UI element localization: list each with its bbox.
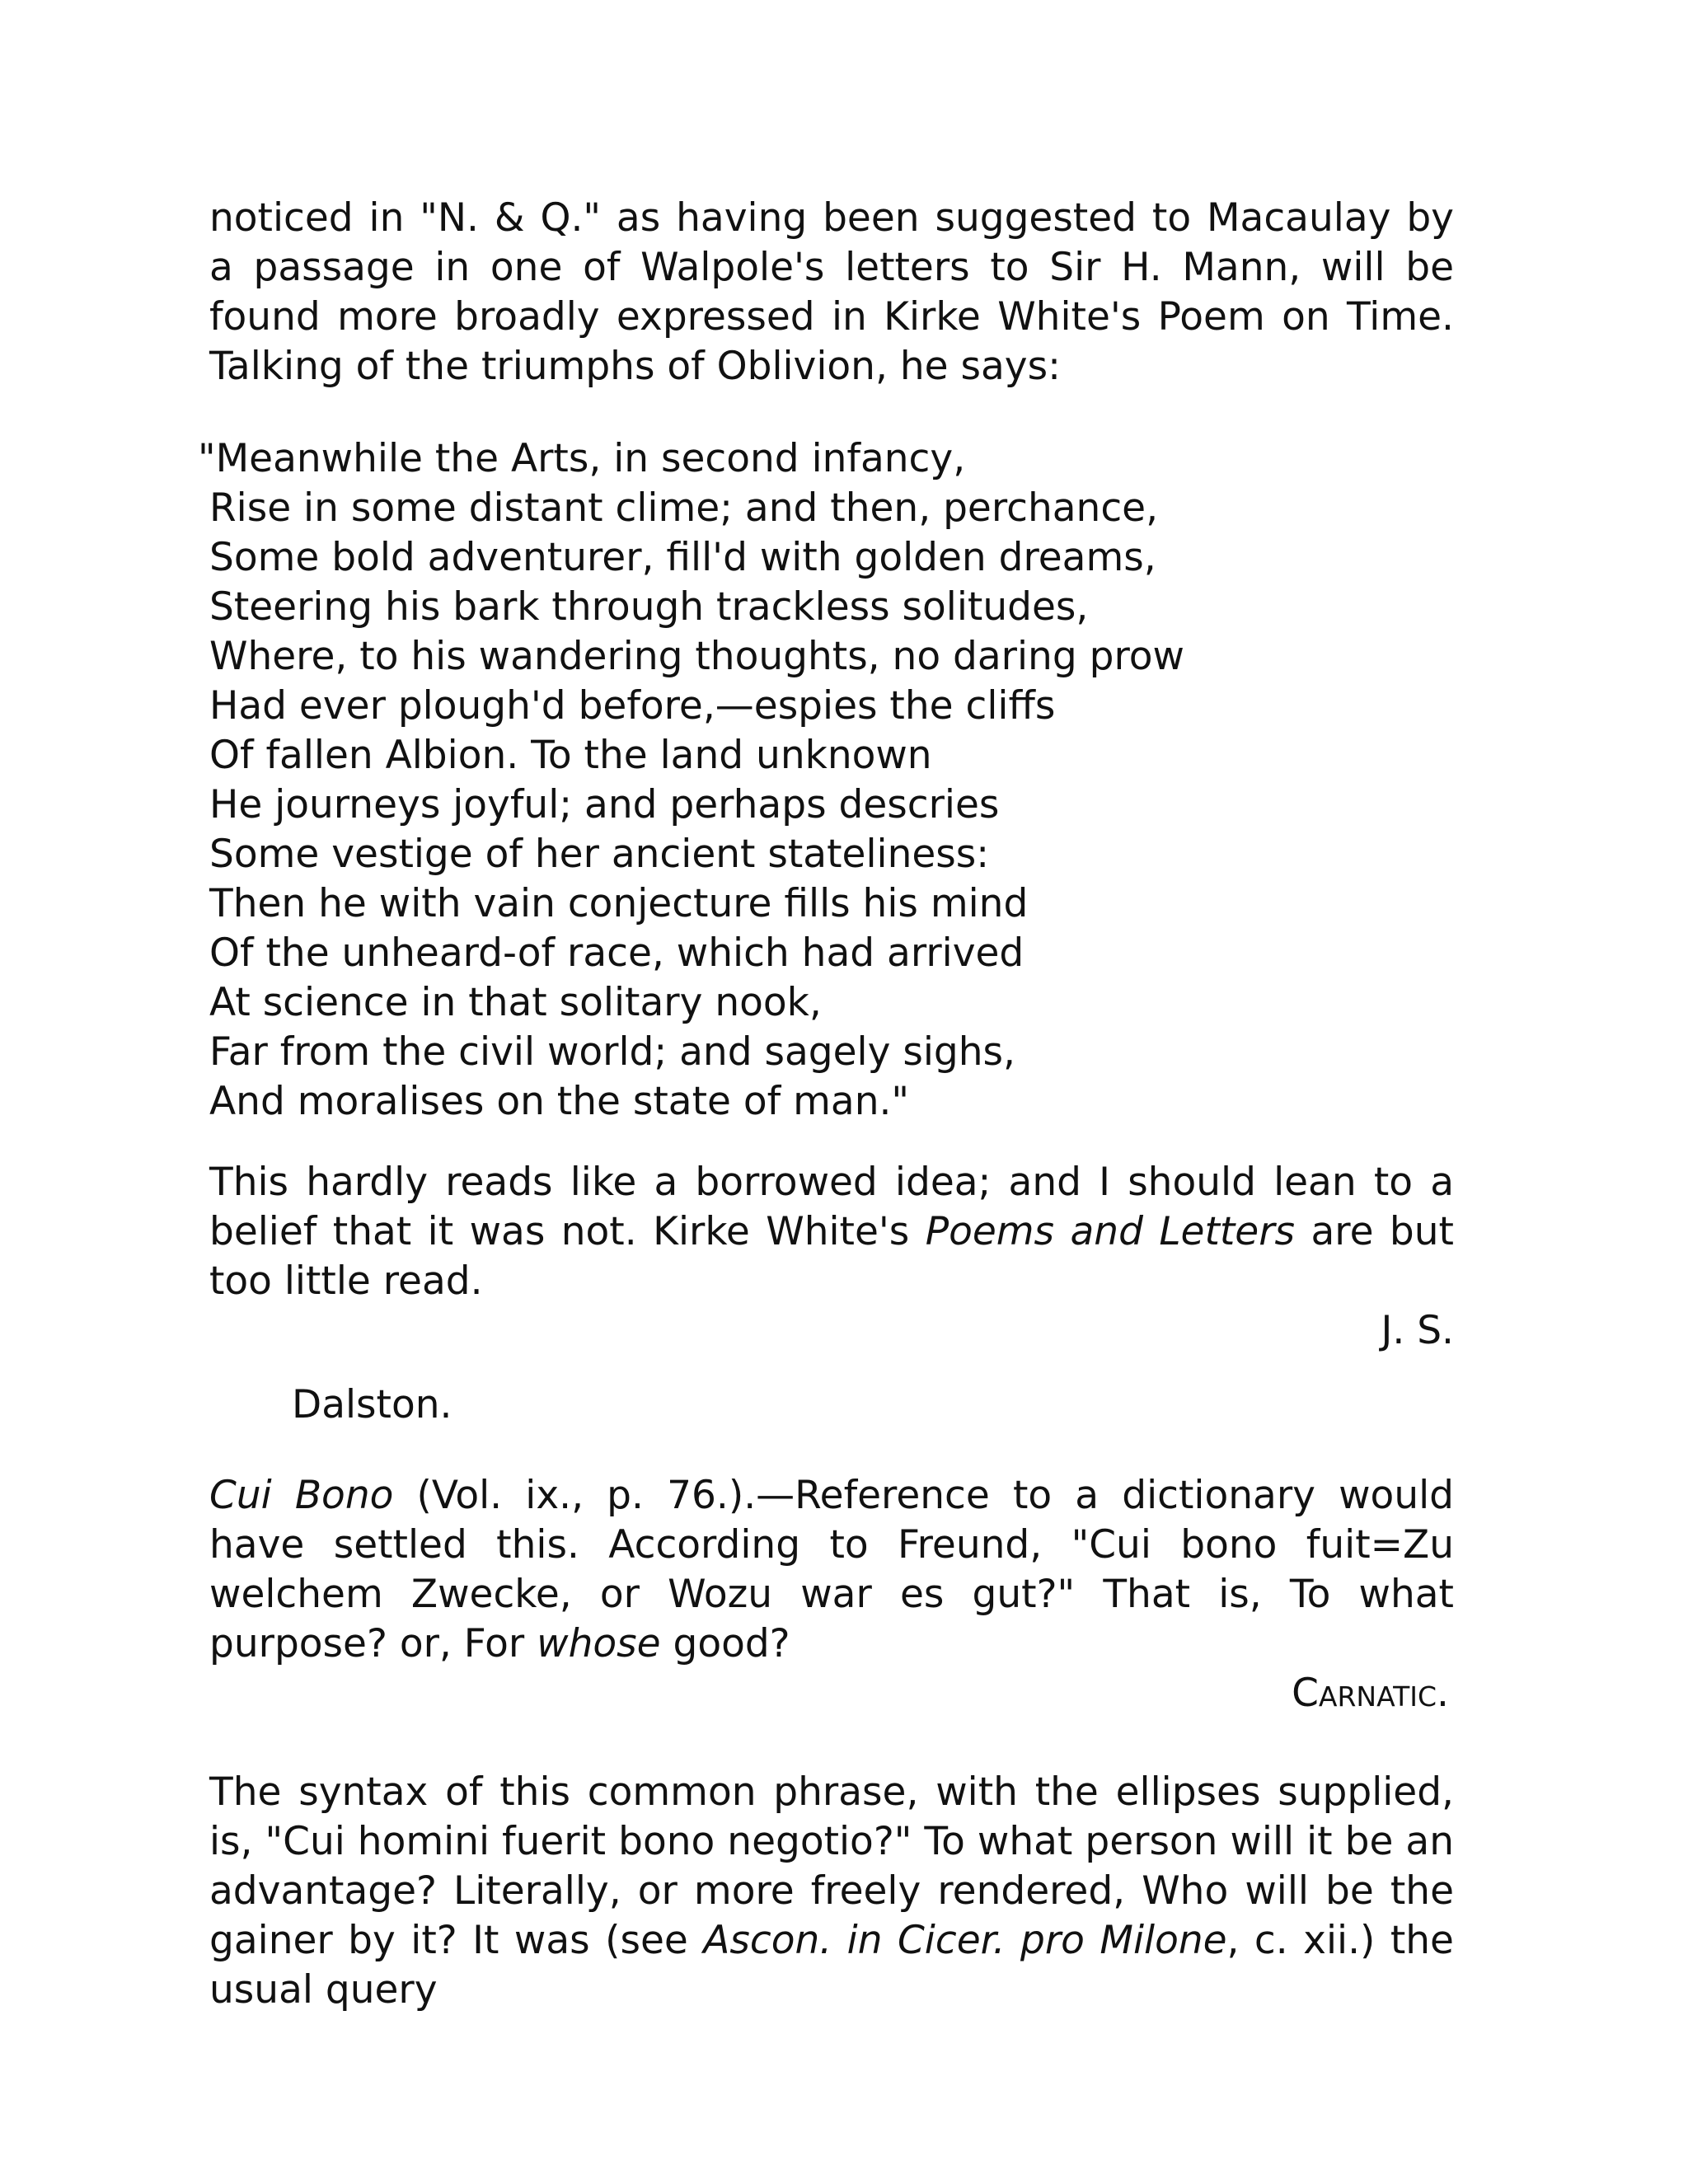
poem-line: At science in that solitary nook, [209,980,822,1025]
citation-italic: Ascon. in Cicer. pro Milone [703,1918,1227,1963]
poem-line: Then he with vain conjecture fills his mind [209,881,1029,926]
poem-line: Had ever plough'd before,—espies the cliffs [209,683,1056,729]
poem-line: Far from the civil world; and sagely sighs, [209,1029,1015,1075]
paragraph-syntax-text: The syntax of this common phrase, with the ellipses supplied, is, "Cui homini fuerit bono negotio?" To what person will it be an advantage? Literally, or more freely rendered, Who will be the gainer by it? It was (see [209,1769,1454,1963]
paragraph-cui-bono-end: good? [660,1621,790,1666]
paragraph-commentary-text: This hardly reads like a borrowed idea; and I should lean to a belief that it was not. Kirke White's [209,1160,1454,1254]
heading-italic: Cui Bono [209,1473,394,1518]
poem-line: Some bold adventurer, fill'd with golden dreams, [209,535,1156,580]
poem-line: "Meanwhile the Arts, in second infancy, [198,436,966,481]
poem-line: Some vestige of her ancient stateliness: [209,832,990,877]
paragraph-cui-bono-text: (Vol. ix., p. 76.).—Reference to a dictionary would have settled this. According to Freund, "Cui bono fuit=Zu welchem Zwecke, or Wozu war es gut?" That is, To what purpose? or, For [209,1473,1454,1666]
paragraph-commentary-text-end: are but too little read. [209,1209,1454,1304]
signature-js: J. S. [1381,1308,1454,1353]
book-title-italic: Poems and Letters [925,1209,1296,1254]
poem-line: Of the unheard-of race, which had arrived [209,930,1025,976]
poem-line: Of fallen Albion. To the land unknown [209,733,932,778]
poem-line: And moralises on the state of man." [209,1079,910,1124]
emphasis-italic: whose [537,1621,661,1666]
poem-line: Where, to his wandering thoughts, no daring prow [209,634,1184,679]
place-dalston: Dalston. [292,1382,452,1427]
paragraph-cui-bono [209,1471,1454,1669]
poem-line: Rise in some distant clime; and then, perchance, [209,485,1159,531]
paragraph-syntax [209,1768,1454,2015]
paragraph-commentary [209,1158,1454,1306]
poem-line: He journeys joyful; and perhaps descries [209,782,1000,827]
poem-quotation [198,434,1434,1127]
poem-line: Steering his bark through trackless solitudes, [209,584,1089,630]
paragraph-intro: noticed in "N. & Q." as having been suggested to Macaulay by a passage in one of Walpole's letters to Sir H. Mann, will be found more broadly expressed in Kirke White's Poem on Time. Talking of the triumphs of Oblivion, he says: [209,195,1454,389]
paragraph-syntax-end: , c. xii.) the usual query [209,1918,1454,2013]
signature-carnatic: Carnatic. [1292,1671,1449,1716]
